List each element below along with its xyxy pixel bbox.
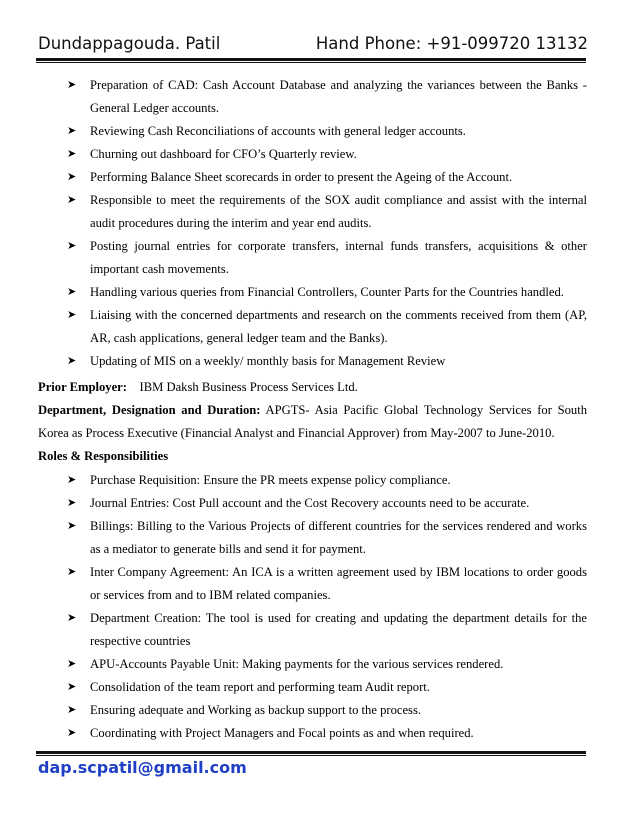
list-item: ➤ Reviewing Cash Reconciliations of accounts with general ledger accounts. <box>67 120 587 143</box>
list-item: ➤ Purchase Requisition: Ensure the PR meets expense policy compliance. <box>67 469 587 492</box>
arrow-bullet-icon: ➤ <box>67 520 77 532</box>
list-item: ➤ Preparation of CAD: Cash Account Database and analyzing the variances between the Banks -General Ledger accounts. <box>67 74 587 120</box>
arrow-bullet-icon: ➤ <box>67 681 77 693</box>
list-item: ➤ Ensuring adequate and Working as backup support to the process. <box>67 699 587 722</box>
list-item: ➤ Performing Balance Sheet scorecards in order to present the Ageing of the Account. <box>67 166 587 189</box>
arrow-bullet-icon: ➤ <box>67 658 77 670</box>
arrow-bullet-icon: ➤ <box>67 79 77 91</box>
arrow-bullet-icon: ➤ <box>67 309 77 321</box>
list-item: ➤ Responsible to meet the requirements of the SOX audit compliance and assist with the internal audit procedures during the interim and year end audits. <box>67 189 587 235</box>
list-item: ➤ Billings: Billing to the Various Projects of different countries for the services rendered and works as a mediator to generate bills and send it for payment. <box>67 515 587 561</box>
list-item: ➤ Updating of MIS on a weekly/ monthly basis for Management Review <box>67 350 587 373</box>
arrow-bullet-icon: ➤ <box>67 704 77 716</box>
arrow-bullet-icon: ➤ <box>67 727 77 739</box>
list-item: ➤ Consolidation of the team report and performing team Audit report. <box>67 676 587 699</box>
list-item: ➤ Churning out dashboard for CFO’s Quarterly review. <box>67 143 587 166</box>
arrow-bullet-icon: ➤ <box>67 612 77 624</box>
prior-employer <box>38 376 587 399</box>
list-item: ➤ Liaising with the concerned departments and research on the comments received from them (AP, AR, cash applications, general ledger team and the Banks). <box>67 304 587 350</box>
footer-divider-thin <box>36 755 586 756</box>
arrow-bullet-icon: ➤ <box>67 194 77 206</box>
department-label: Department, Designation and Duration: <box>38 403 261 417</box>
prior-employer-value: IBM Daksh Business Process Services Ltd. <box>139 380 358 394</box>
arrow-bullet-icon: ➤ <box>67 497 77 509</box>
arrow-bullet-icon: ➤ <box>67 355 77 367</box>
email-link[interactable]: dap.scpatil@gmail.com <box>38 758 247 777</box>
list-item: ➤ APU-Accounts Payable Unit: Making payments for the various services rendered. <box>67 653 587 676</box>
list-item: ➤ Coordinating with Project Managers and Focal points as and when required. <box>67 722 587 745</box>
page-header <box>38 34 588 60</box>
department-details <box>38 399 587 445</box>
phone-number: Hand Phone: +91-099720 13132 <box>315 34 588 53</box>
arrow-bullet-icon: ➤ <box>67 240 77 252</box>
arrow-bullet-icon: ➤ <box>67 148 77 160</box>
arrow-bullet-icon: ➤ <box>67 566 77 578</box>
list-item: ➤ Inter Company Agreement: An ICA is a written agreement used by IBM locations to order goods or services from and to IBM related companies. <box>67 561 587 607</box>
prior-employer-label: Prior Employer: <box>38 380 127 394</box>
list-item: ➤ Posting journal entries for corporate transfers, internal funds transfers, acquisitions & other important cash movements. <box>67 235 587 281</box>
footer-divider <box>36 751 586 754</box>
list-item: ➤ Department Creation: The tool is used for creating and updating the department details for the respective countries <box>67 607 587 653</box>
responsibilities-list-current <box>67 74 587 373</box>
header-divider-thin <box>36 62 586 63</box>
arrow-bullet-icon: ➤ <box>67 474 77 486</box>
arrow-bullet-icon: ➤ <box>67 125 77 137</box>
list-item: ➤ Handling various queries from Financial Controllers, Counter Parts for the Countries handled. <box>67 281 587 304</box>
department-value: APGTS- Asia Pacific Global Technology Services for South Korea as Process Executive (Financial Analyst and Financial Approver) from May-2007 to June-2010. <box>38 403 587 440</box>
header-divider <box>36 58 586 61</box>
responsibilities-list-prior <box>67 469 587 745</box>
arrow-bullet-icon: ➤ <box>67 171 77 183</box>
candidate-name: Dundappagouda. Patil <box>38 34 221 53</box>
roles-heading: Roles & Responsibilities <box>38 449 169 463</box>
arrow-bullet-icon: ➤ <box>67 286 77 298</box>
list-item: ➤ Journal Entries: Cost Pull account and the Cost Recovery accounts need to be accurate. <box>67 492 587 515</box>
